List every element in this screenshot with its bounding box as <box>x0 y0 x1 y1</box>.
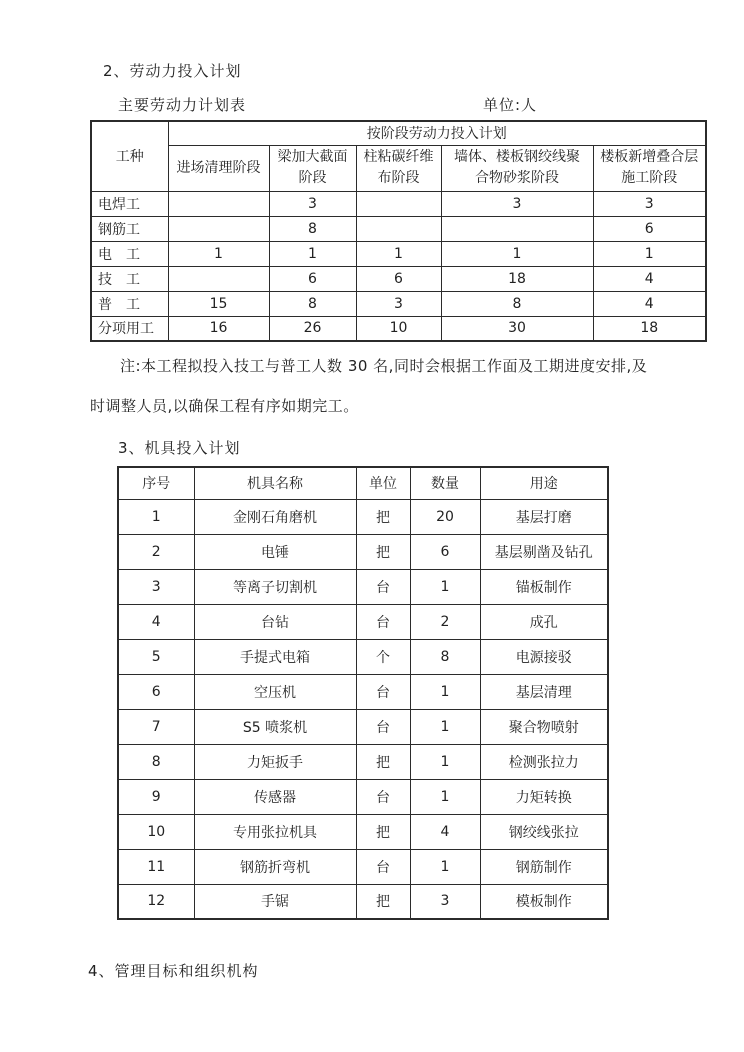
equipment-no-cell: 7 <box>118 709 194 744</box>
worker-type-cell: 电焊工 <box>91 191 168 216</box>
equipment-table-row <box>118 674 608 709</box>
equipment-qty-cell: 1 <box>410 744 480 779</box>
equipment-no-cell: 12 <box>118 884 194 919</box>
heading-equipment-plan: 3、机具投入计划 <box>118 439 241 457</box>
labor-value-cell: 8 <box>269 291 356 316</box>
equipment-table-row <box>118 639 608 674</box>
equipment-qty-cell: 1 <box>410 709 480 744</box>
stage-header-cell: 楼板新增叠合层施工阶段 <box>593 145 706 191</box>
labor-value-cell: 18 <box>441 266 593 291</box>
equipment-unit-cell: 台 <box>356 569 410 604</box>
equipment-use-cell: 检测张拉力 <box>480 744 608 779</box>
labor-value-cell: 18 <box>593 316 706 341</box>
stage-span-header-cell: 按阶段劳动力投入计划 <box>168 121 706 145</box>
equipment-qty-cell: 1 <box>410 779 480 814</box>
labor-value-cell: 8 <box>441 291 593 316</box>
equipment-header-cell: 机具名称 <box>194 467 356 499</box>
equipment-qty-cell: 20 <box>410 499 480 534</box>
equipment-use-cell: 基层打磨 <box>480 499 608 534</box>
equipment-use-cell: 成孔 <box>480 604 608 639</box>
labor-table-row <box>91 316 706 341</box>
labor-value-cell: 16 <box>168 316 269 341</box>
equipment-use-cell: 钢筋制作 <box>480 849 608 884</box>
equipment-header-cell: 序号 <box>118 467 194 499</box>
labor-value-cell: 1 <box>441 241 593 266</box>
equipment-no-cell: 2 <box>118 534 194 569</box>
equipment-qty-cell: 3 <box>410 884 480 919</box>
labor-value-cell: 6 <box>269 266 356 291</box>
equipment-no-cell: 1 <box>118 499 194 534</box>
labor-plan-table <box>90 120 707 342</box>
labor-value-cell <box>356 216 441 241</box>
labor-value-cell <box>168 266 269 291</box>
equipment-no-cell: 4 <box>118 604 194 639</box>
labor-value-cell: 10 <box>356 316 441 341</box>
worker-type-cell: 普 工 <box>91 291 168 316</box>
equipment-name-cell: S5 喷浆机 <box>194 709 356 744</box>
equipment-unit-cell: 台 <box>356 779 410 814</box>
equipment-name-cell: 台钻 <box>194 604 356 639</box>
equipment-table-row <box>118 779 608 814</box>
stage-header-cell: 柱粘碳纤维布阶段 <box>356 145 441 191</box>
labor-value-cell <box>168 216 269 241</box>
labor-table-row <box>91 191 706 216</box>
equipment-name-cell: 空压机 <box>194 674 356 709</box>
labor-table-row <box>91 291 706 316</box>
equipment-table-row <box>118 534 608 569</box>
labor-value-cell: 3 <box>441 191 593 216</box>
equipment-name-cell: 力矩扳手 <box>194 744 356 779</box>
note-text-line-1: 注:本工程拟投入技工与普工人数 30 名,同时会根据工作面及工期进度安排,及 <box>120 357 648 375</box>
equipment-table-header-row <box>118 467 608 499</box>
labor-value-cell <box>356 191 441 216</box>
labor-value-cell: 1 <box>168 241 269 266</box>
labor-value-cell: 1 <box>269 241 356 266</box>
equipment-plan-table <box>117 466 609 920</box>
heading-labor-plan: 2、劳动力投入计划 <box>103 62 242 80</box>
equipment-use-cell: 模板制作 <box>480 884 608 919</box>
labor-value-cell: 30 <box>441 316 593 341</box>
labor-table-row <box>91 266 706 291</box>
equipment-use-cell: 聚合物喷射 <box>480 709 608 744</box>
equipment-table-row <box>118 814 608 849</box>
stage-header-cell: 墙体、楼板钢绞线聚合物砂浆阶段 <box>441 145 593 191</box>
equipment-unit-cell: 把 <box>356 534 410 569</box>
labor-table-body <box>91 191 706 341</box>
equipment-unit-cell: 把 <box>356 499 410 534</box>
equipment-no-cell: 3 <box>118 569 194 604</box>
equipment-header-cell: 单位 <box>356 467 410 499</box>
heading-management: 4、管理目标和组织机构 <box>88 962 259 980</box>
equipment-unit-cell: 台 <box>356 849 410 884</box>
equipment-unit-cell: 把 <box>356 744 410 779</box>
labor-value-cell: 3 <box>593 191 706 216</box>
equipment-table-row <box>118 849 608 884</box>
equipment-qty-cell: 2 <box>410 604 480 639</box>
worker-type-cell: 钢筋工 <box>91 216 168 241</box>
equipment-no-cell: 6 <box>118 674 194 709</box>
labor-table-row <box>91 216 706 241</box>
equipment-use-cell: 力矩转换 <box>480 779 608 814</box>
labor-value-cell: 1 <box>356 241 441 266</box>
labor-value-cell: 4 <box>593 266 706 291</box>
equipment-qty-cell: 4 <box>410 814 480 849</box>
equipment-header-cell: 用途 <box>480 467 608 499</box>
labor-value-cell: 6 <box>593 216 706 241</box>
worker-type-header-cell: 工种 <box>91 121 168 191</box>
equipment-qty-cell: 1 <box>410 569 480 604</box>
labor-table-unit-label: 单位:人 <box>483 96 538 114</box>
labor-value-cell: 1 <box>593 241 706 266</box>
equipment-table-row <box>118 604 608 639</box>
equipment-table-row <box>118 499 608 534</box>
worker-type-cell: 技 工 <box>91 266 168 291</box>
equipment-name-cell: 手锯 <box>194 884 356 919</box>
equipment-no-cell: 10 <box>118 814 194 849</box>
equipment-name-cell: 传感器 <box>194 779 356 814</box>
labor-table-header-row-2 <box>91 145 706 191</box>
equipment-use-cell: 基层剔凿及钻孔 <box>480 534 608 569</box>
labor-value-cell <box>441 216 593 241</box>
equipment-use-cell: 钢绞线张拉 <box>480 814 608 849</box>
stage-header-cell: 梁加大截面阶段 <box>269 145 356 191</box>
labor-value-cell: 26 <box>269 316 356 341</box>
equipment-unit-cell: 把 <box>356 884 410 919</box>
equipment-table-row <box>118 709 608 744</box>
equipment-table-body <box>118 499 608 919</box>
labor-table-header-row-1 <box>91 121 706 145</box>
equipment-use-cell: 锚板制作 <box>480 569 608 604</box>
labor-table-caption: 主要劳动力计划表 <box>118 96 247 114</box>
equipment-unit-cell: 台 <box>356 604 410 639</box>
equipment-name-cell: 金刚石角磨机 <box>194 499 356 534</box>
equipment-qty-cell: 8 <box>410 639 480 674</box>
equipment-qty-cell: 1 <box>410 674 480 709</box>
equipment-unit-cell: 把 <box>356 814 410 849</box>
labor-value-cell: 4 <box>593 291 706 316</box>
equipment-name-cell: 专用张拉机具 <box>194 814 356 849</box>
stage-header-cell: 进场清理阶段 <box>168 145 269 191</box>
equipment-name-cell: 电锤 <box>194 534 356 569</box>
worker-type-cell: 分项用工 <box>91 316 168 341</box>
equipment-unit-cell: 个 <box>356 639 410 674</box>
equipment-name-cell: 钢筋折弯机 <box>194 849 356 884</box>
equipment-no-cell: 9 <box>118 779 194 814</box>
equipment-header-cell: 数量 <box>410 467 480 499</box>
equipment-unit-cell: 台 <box>356 674 410 709</box>
equipment-table-row <box>118 884 608 919</box>
note-text-line-2: 时调整人员,以确保工程有序如期完工。 <box>90 397 359 415</box>
equipment-no-cell: 5 <box>118 639 194 674</box>
equipment-no-cell: 11 <box>118 849 194 884</box>
labor-table-row <box>91 241 706 266</box>
labor-value-cell: 3 <box>269 191 356 216</box>
equipment-unit-cell: 台 <box>356 709 410 744</box>
labor-value-cell: 15 <box>168 291 269 316</box>
worker-type-cell: 电 工 <box>91 241 168 266</box>
equipment-use-cell: 电源接驳 <box>480 639 608 674</box>
labor-value-cell: 6 <box>356 266 441 291</box>
equipment-table-row <box>118 569 608 604</box>
labor-value-cell: 8 <box>269 216 356 241</box>
equipment-table-row <box>118 744 608 779</box>
equipment-qty-cell: 6 <box>410 534 480 569</box>
equipment-name-cell: 等离子切割机 <box>194 569 356 604</box>
equipment-use-cell: 基层清理 <box>480 674 608 709</box>
equipment-qty-cell: 1 <box>410 849 480 884</box>
labor-value-cell: 3 <box>356 291 441 316</box>
labor-value-cell <box>168 191 269 216</box>
equipment-name-cell: 手提式电箱 <box>194 639 356 674</box>
equipment-no-cell: 8 <box>118 744 194 779</box>
